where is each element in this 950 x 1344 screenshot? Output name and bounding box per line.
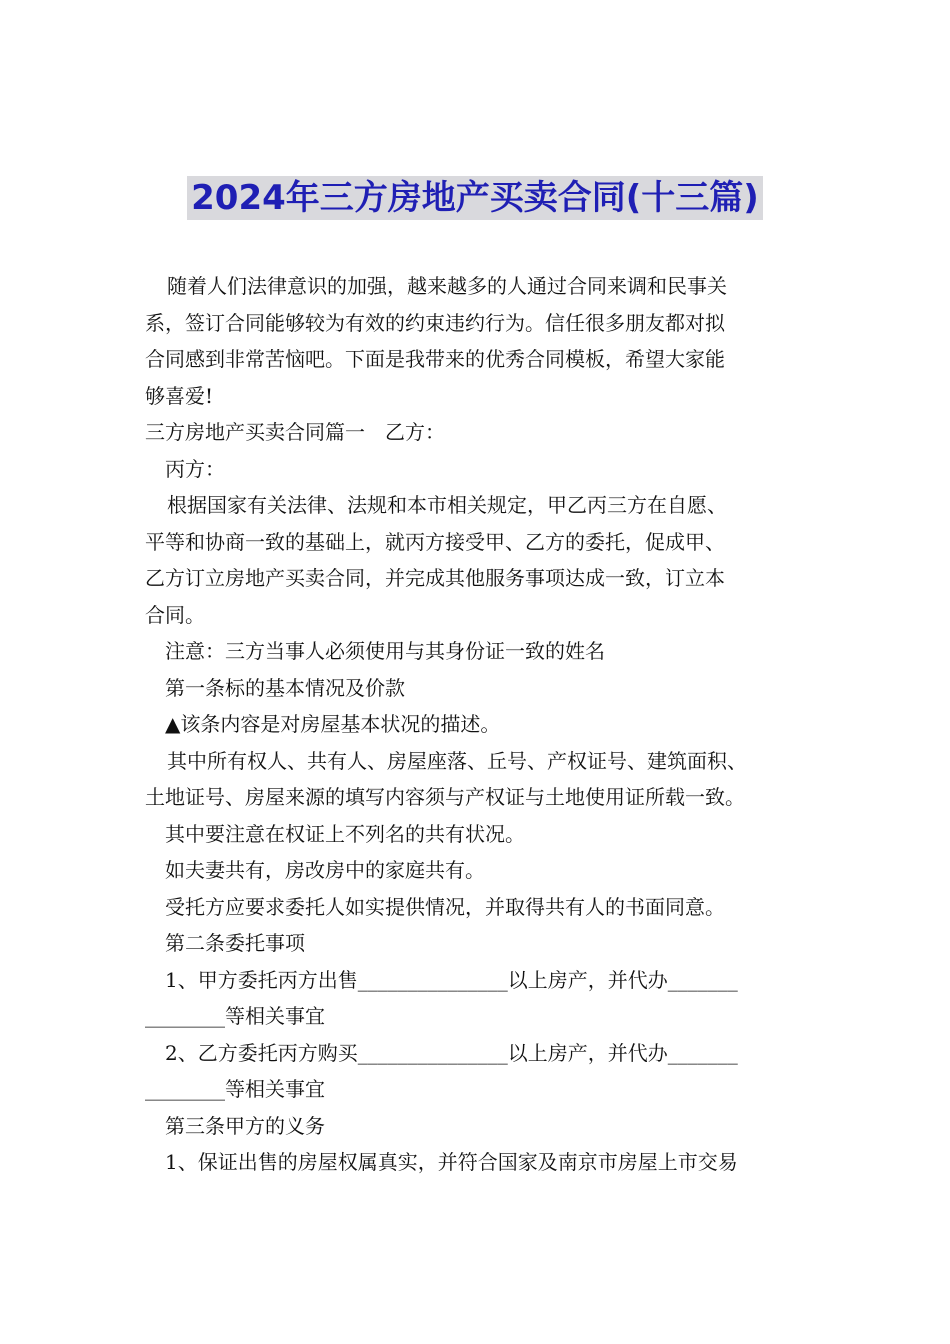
document-line: 系，签订合同能够较为有效的约束违约行为。信任很多朋友都对拟 — [145, 310, 725, 335]
document-line: 1、甲方委托丙方出售_______________以上房产，并代办_______ — [165, 967, 738, 992]
document-line: 其中要注意在权证上不列名的共有状况。 — [165, 821, 525, 846]
document-line: 平等和协商一致的基础上，就丙方接受甲、乙方的委托，促成甲、 — [145, 529, 725, 554]
document-line: 土地证号、房屋来源的填写内容须与产权证与土地使用证所载一致。 — [145, 785, 745, 809]
document-line: 丙方： — [165, 456, 225, 481]
document-line: 三方房地产买卖合同篇一 乙方： — [145, 420, 445, 444]
document-line: 受托方应要求委托人如实提供情况，并取得共有人的书面同意。 — [165, 894, 725, 919]
document-line: 合同。 — [145, 602, 205, 627]
document-line: 够喜爱! — [145, 383, 214, 408]
document-line: 第三条甲方的义务 — [165, 1113, 325, 1138]
document-line: 第二条委托事项 — [165, 931, 305, 955]
document-line: ________等相关事宜 — [145, 1077, 325, 1101]
title-wrap — [0, 176, 950, 220]
document-line: 随着人们法律意识的加强，越来越多的人通过合同来调和民事关 — [167, 274, 727, 298]
document-body — [145, 268, 810, 1181]
document-line: 根据国家有关法律、法规和本市相关规定，甲乙丙三方在自愿、 — [167, 493, 727, 517]
document-line: 乙方订立房地产买卖合同，并完成其他服务事项达成一致，订立本 — [145, 566, 725, 590]
document-line: 注意：三方当事人必须使用与其身份证一致的姓名 — [165, 639, 605, 663]
document-line: 2、乙方委托丙方购买_______________以上房产，并代办_______ — [165, 1040, 738, 1065]
document-line: 合同感到非常苦恼吧。下面是我带来的优秀合同模板，希望大家能 — [145, 347, 725, 371]
document-line: 其中所有权人、共有人、房屋座落、丘号、产权证号、建筑面积、 — [167, 748, 747, 773]
document-title: 2024年三方房地产买卖合同(十三篇) — [187, 176, 763, 220]
document-line: 1、保证出售的房屋权属真实，并符合国家及南京市房屋上市交易 — [165, 1150, 738, 1174]
document-line: 第一条标的基本情况及价款 — [165, 675, 405, 700]
document-line: ▲该条内容是对房屋基本状况的描述。 — [165, 712, 501, 736]
document-line: ________等相关事宜 — [145, 1004, 325, 1028]
document-line: 如夫妻共有，房改房中的家庭共有。 — [165, 858, 485, 882]
